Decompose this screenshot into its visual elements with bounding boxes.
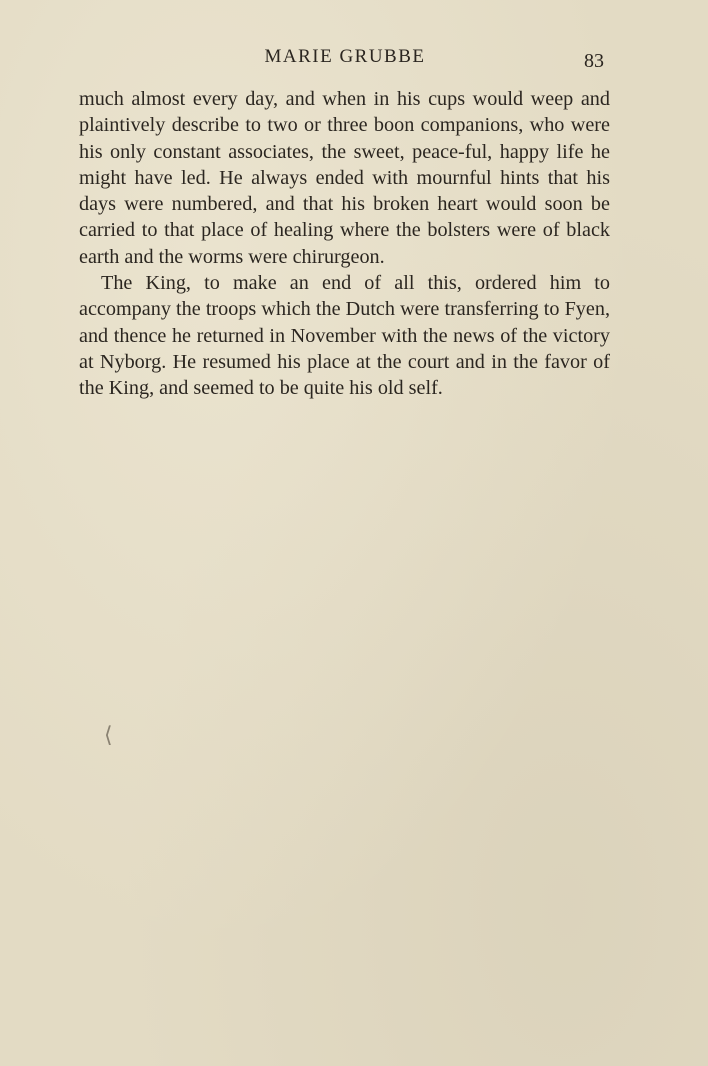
paper-blemish: ⟨	[104, 722, 113, 747]
running-title: MARIE GRUBBE	[264, 46, 426, 67]
running-head	[0, 46, 708, 74]
paragraph-2: The King, to make an end of all this, ordered him to accompany the troops which the Dutch were transferring to Fyen, and thence he returned in November with the news of the victory at Nyborg. He resumed his place at the court and in the favor of the King, and seemed to be quite his old self.	[79, 272, 610, 400]
body-text	[79, 86, 610, 402]
page-number: 83	[584, 50, 604, 72]
paragraph-1: much almost every day, and when in his cups would weep and plaintively describe to two or three boon companions, who were his only constant associates, the sweet, peace-ful, happy life he might have led. He always ended with mournful hints that his days were numbered, and that his broken heart would soon be carried to that place of healing where the bolsters were of black earth and the worms were chirurgeon.	[79, 88, 610, 268]
